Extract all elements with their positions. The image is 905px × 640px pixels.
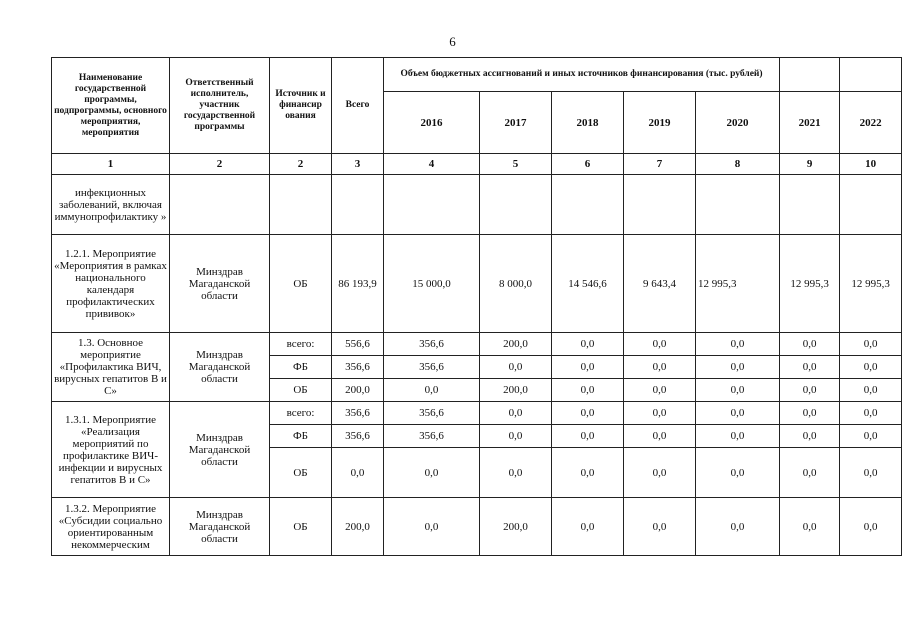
row-source: всего: [270,402,332,425]
cell-2020: 0,0 [696,379,780,402]
row-executor: Минздрав Магаданской области [170,402,270,498]
header-group: Объем бюджетных ассигнований и иных источников финансирования (тыс. рублей) [384,58,780,92]
cell-2022: 0,0 [840,356,902,379]
row-source: ОБ [270,379,332,402]
column-number: 1 [52,154,170,175]
column-number: 4 [384,154,480,175]
cell-2016: 0,0 [384,448,480,498]
row-name: 1.2.1. Мероприятие «Мероприятия в рамках национального календаря профилактических прививок» [52,235,170,333]
cell-2016: 356,6 [384,402,480,425]
column-number: 8 [696,154,780,175]
cell-2017: 0,0 [480,402,552,425]
cell-2022: 0,0 [840,448,902,498]
cell-2020: 0,0 [696,402,780,425]
cell-2021: 12 995,3 [780,235,840,333]
cell-2017: 200,0 [480,379,552,402]
cell-2022: 0,0 [840,425,902,448]
header-blank-2022 [840,58,902,92]
cell-2021: 0,0 [780,448,840,498]
cell-2017: 200,0 [480,333,552,356]
cell-2020: 0,0 [696,448,780,498]
column-number: 9 [780,154,840,175]
header-year: 2021 [780,92,840,154]
cell-2016: 356,6 [384,425,480,448]
header-blank-2021 [780,58,840,92]
cell-total: 356,6 [332,425,384,448]
budget-table [51,57,902,556]
column-number: 6 [552,154,624,175]
row-executor: Минздрав Магаданской области [170,235,270,333]
cell-2021: 0,0 [780,333,840,356]
cell-2020: 12 995,3 [696,235,780,333]
cell-2017: 200,0 [480,498,552,556]
cell-2022: 12 995,3 [840,235,902,333]
cell-2020: 0,0 [696,498,780,556]
cell-2018: 0,0 [552,379,624,402]
table-row [52,333,902,356]
header-source: Источник и финансир ования [270,58,332,154]
cell-2017: 0,0 [480,356,552,379]
column-number: 10 [840,154,902,175]
row-source: ОБ [270,235,332,333]
table-row [52,402,902,425]
row-name: инфекционных заболеваний, включая иммунопрофилактику » [52,175,170,235]
cell-2018: 0,0 [552,356,624,379]
row-name: 1.3.2. Мероприятие «Субсидии социально ориентированным некоммерческим [52,498,170,556]
row-source: ФБ [270,356,332,379]
column-number: 7 [624,154,696,175]
cell-2019: 0,0 [624,379,696,402]
cell-2019: 0,0 [624,448,696,498]
header-total: Всего [332,58,384,154]
page-number: 6 [449,34,456,49]
cell-2018: 0,0 [552,402,624,425]
row-executor: Минздрав Магаданской области [170,498,270,556]
cell-2021: 0,0 [780,498,840,556]
header-year: 2022 [840,92,902,154]
cell-2020: 0,0 [696,333,780,356]
cell-2019: 0,0 [624,498,696,556]
table-row [52,498,902,556]
cell-total: 356,6 [332,356,384,379]
cell-2016: 0,0 [384,379,480,402]
cell-2016: 0,0 [384,498,480,556]
header-year: 2019 [624,92,696,154]
cell-2018: 0,0 [552,425,624,448]
cell-total: 86 193,9 [332,235,384,333]
header-executor: Ответственный исполнитель, участник государственной программы [170,58,270,154]
cell-2018: 0,0 [552,498,624,556]
column-number: 5 [480,154,552,175]
cell-2016: 356,6 [384,356,480,379]
header-name: Наименование государственной программы, подпрограммы, основного мероприятия, мероприятия [52,58,170,154]
cell-2021: 0,0 [780,356,840,379]
cell-total: 556,6 [332,333,384,356]
row-name: 1.3.1. Мероприятие «Реализация мероприятий по профилактике ВИЧ-инфекции и вирусных гепатитов В и С» [52,402,170,498]
cell-2022: 0,0 [840,498,902,556]
cell-2016: 356,6 [384,333,480,356]
cell-2016: 15 000,0 [384,235,480,333]
cell-2017: 0,0 [480,448,552,498]
header-year: 2016 [384,92,480,154]
column-number: 2 [270,154,332,175]
cell-total: 200,0 [332,498,384,556]
cell-2022: 0,0 [840,379,902,402]
cell-2022: 0,0 [840,333,902,356]
cell-2019: 0,0 [624,402,696,425]
table-row [52,175,902,235]
cell-2019: 0,0 [624,425,696,448]
cell-2018: 0,0 [552,448,624,498]
cell-total: 356,6 [332,402,384,425]
cell-2021: 0,0 [780,402,840,425]
cell-2017: 0,0 [480,425,552,448]
row-source: ФБ [270,425,332,448]
cell-2019: 0,0 [624,356,696,379]
row-source: всего: [270,333,332,356]
header-year: 2017 [480,92,552,154]
column-number: 2 [170,154,270,175]
row-executor: Минздрав Магаданской области [170,333,270,402]
cell-2022: 0,0 [840,402,902,425]
cell-2017: 8 000,0 [480,235,552,333]
cell-2020: 0,0 [696,425,780,448]
header-year: 2018 [552,92,624,154]
cell-2021: 0,0 [780,425,840,448]
table-row [52,235,902,333]
cell-total: 0,0 [332,448,384,498]
cell-2018: 0,0 [552,333,624,356]
cell-total: 200,0 [332,379,384,402]
row-source: ОБ [270,498,332,556]
cell-2021: 0,0 [780,379,840,402]
cell-2020: 0,0 [696,356,780,379]
column-number: 3 [332,154,384,175]
cell-2018: 14 546,6 [552,235,624,333]
row-name: 1.3. Основное мероприятие «Профилактика ВИЧ, вирусных гепатитов В и С» [52,333,170,402]
cell-2019: 0,0 [624,333,696,356]
column-number-row [52,154,902,175]
row-source: ОБ [270,448,332,498]
cell-2019: 9 643,4 [624,235,696,333]
header-year: 2020 [696,92,780,154]
